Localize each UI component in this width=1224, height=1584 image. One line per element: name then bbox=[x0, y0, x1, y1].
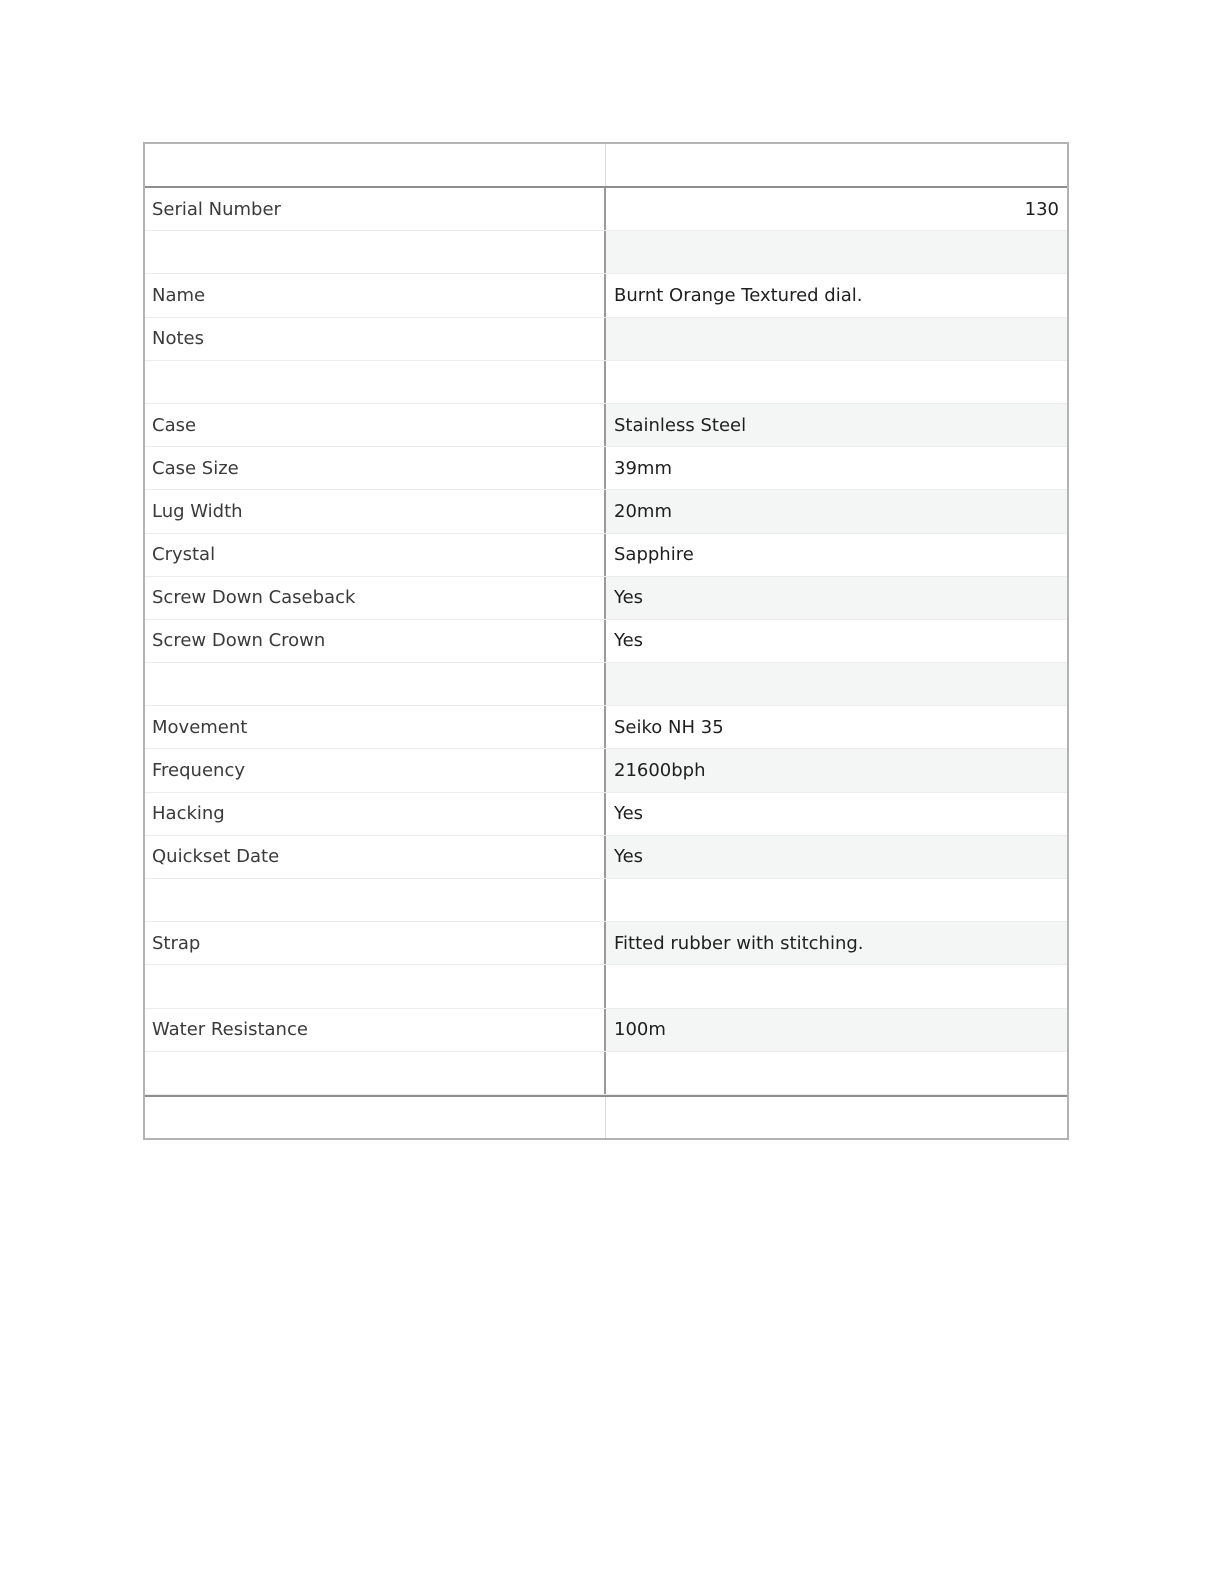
spec-table bbox=[143, 142, 1069, 1140]
table-row bbox=[145, 965, 1067, 1008]
row-label: Serial Number bbox=[145, 188, 606, 230]
row-label bbox=[145, 361, 606, 403]
row-label: Quickset Date bbox=[145, 836, 606, 878]
row-value: Sapphire bbox=[614, 544, 694, 566]
row-label: Crystal bbox=[145, 534, 606, 576]
row-label: Case Size bbox=[145, 447, 606, 489]
table-header-row bbox=[145, 144, 1067, 188]
table-row bbox=[145, 188, 1067, 231]
table-row bbox=[145, 318, 1067, 361]
row-label: Case bbox=[145, 404, 606, 446]
row-label bbox=[145, 879, 606, 921]
row-value: Yes bbox=[606, 836, 1067, 878]
header-cell-label bbox=[145, 144, 606, 186]
row-label: Lug Width bbox=[145, 490, 606, 532]
table-row bbox=[145, 1009, 1067, 1052]
table-row bbox=[145, 836, 1067, 879]
row-label: Water Resistance bbox=[145, 1009, 606, 1051]
table-row bbox=[145, 620, 1067, 663]
row-value: Yes bbox=[606, 577, 1067, 619]
row-label bbox=[145, 663, 606, 705]
row-value: Fitted rubber with stitching. bbox=[606, 922, 1067, 964]
row-label: Screw Down Caseback bbox=[145, 577, 606, 619]
row-value bbox=[606, 663, 1067, 705]
table-row bbox=[145, 879, 1067, 922]
row-value bbox=[606, 879, 1067, 921]
row-value: Seiko NH 35 bbox=[614, 716, 724, 738]
row-label bbox=[145, 965, 606, 1007]
table-row bbox=[145, 361, 1067, 404]
row-label: Name bbox=[145, 274, 606, 316]
row-label bbox=[145, 231, 606, 273]
table-row bbox=[145, 922, 1067, 965]
row-label: Strap bbox=[145, 922, 606, 964]
table-row bbox=[145, 447, 1067, 490]
footer-cell-value bbox=[606, 1097, 1067, 1138]
table-row bbox=[145, 274, 1067, 317]
row-value bbox=[606, 361, 1067, 403]
table-row bbox=[145, 534, 1067, 577]
row-value: 20mm bbox=[606, 490, 1067, 532]
row-value: Yes bbox=[614, 630, 644, 652]
table-row bbox=[145, 404, 1067, 447]
row-label: Frequency bbox=[145, 749, 606, 791]
row-value bbox=[606, 1052, 1067, 1094]
table-row bbox=[145, 706, 1067, 749]
row-value bbox=[606, 318, 1067, 360]
table-row bbox=[145, 793, 1067, 836]
table-row bbox=[145, 1052, 1067, 1095]
header-cell-value bbox=[606, 144, 1067, 186]
table-row bbox=[145, 490, 1067, 533]
row-label: Hacking bbox=[145, 793, 606, 835]
table-row bbox=[145, 577, 1067, 620]
row-value: 130 bbox=[1024, 198, 1059, 220]
row-label: Notes bbox=[145, 318, 606, 360]
row-value: Burnt Orange Textured dial. bbox=[614, 284, 863, 306]
table-row bbox=[145, 663, 1067, 706]
row-value: 39mm bbox=[614, 457, 672, 479]
row-value bbox=[606, 965, 1067, 1007]
row-value bbox=[606, 231, 1067, 273]
row-value: 100m bbox=[606, 1009, 1067, 1051]
row-value: Stainless Steel bbox=[606, 404, 1067, 446]
spec-table-grid bbox=[145, 144, 1067, 1138]
row-value: 21600bph bbox=[606, 749, 1067, 791]
row-label: Movement bbox=[145, 706, 606, 748]
row-label bbox=[145, 1052, 606, 1094]
row-label: Screw Down Crown bbox=[145, 620, 606, 662]
table-row bbox=[145, 749, 1067, 792]
table-footer-row bbox=[145, 1095, 1067, 1138]
row-value: Yes bbox=[614, 803, 644, 825]
footer-cell-label bbox=[145, 1097, 606, 1138]
table-row bbox=[145, 231, 1067, 274]
